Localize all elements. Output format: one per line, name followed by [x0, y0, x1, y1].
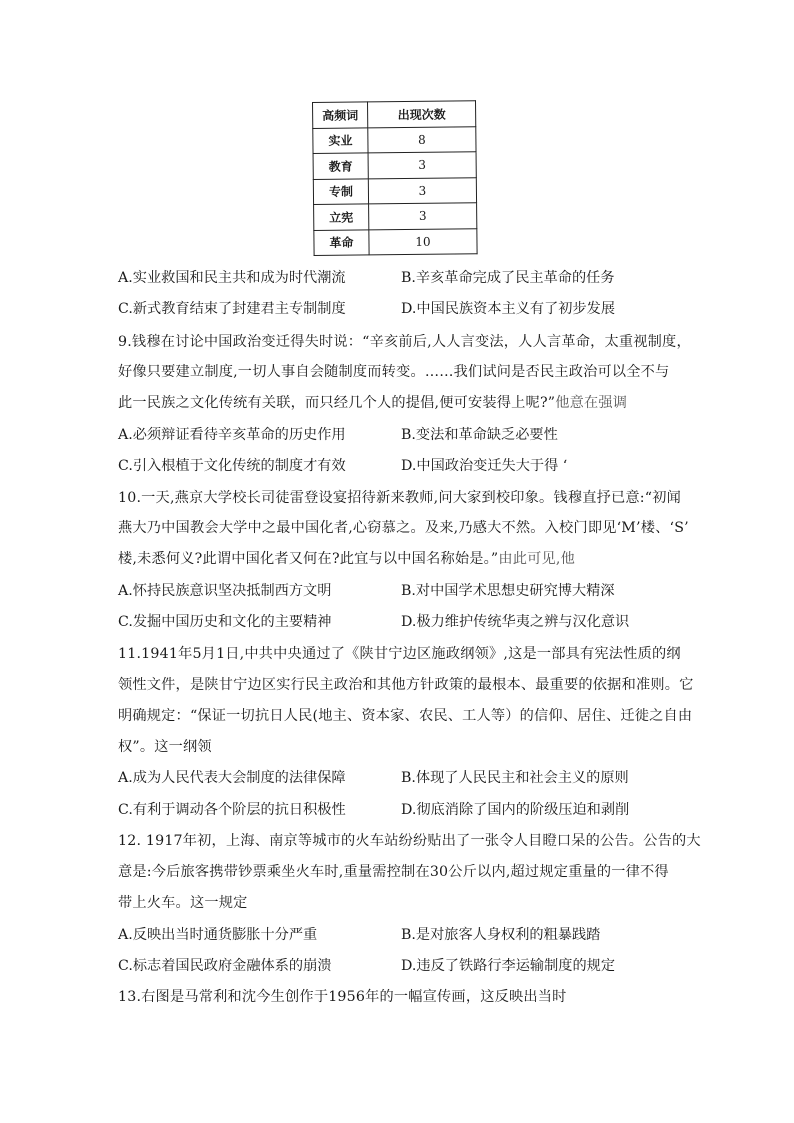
q12-stem-line2: 意是:今后旅客携带钞票乘坐火车时,重量需控制在30公斤以内,超过规定重量的一律不得 — [118, 864, 669, 880]
q10-option-b: B.对中国学术思想史研究博大精深 — [401, 583, 615, 599]
table-row — [313, 126, 476, 153]
table-cell-count: 3 — [369, 203, 477, 230]
q10-stem-line3-text: 楼,未悉何义?此谓中国化者又何在?此宜与以中国名称始是。” — [118, 551, 499, 567]
q10-stem-line2: 燕大乃中国教会大学中之最中国化者,心窃慕之。及来,乃感大不然。入校门即见‘M’楼、‘S’ — [118, 520, 689, 536]
table-row — [314, 203, 477, 230]
q9-stem-line3-text: 此一民族之文化传统有关联，而只经几个人的提倡,便可安装得上呢?” — [118, 395, 556, 411]
table-header-row — [313, 101, 476, 128]
table-cell-count: 8 — [368, 126, 476, 153]
q12-option-b: B.是对旅客人身权利的粗暴践踏 — [401, 927, 601, 943]
q11-stem-line1: 11.1941年5月1日,中共中央通过了《陕甘宁边区施政纲领》,这是一部具有宪法性质的纲 — [118, 646, 681, 662]
table-cell-count: 3 — [368, 152, 476, 179]
q9-option-d: D.中国政治变迁失大于得 ‘ — [401, 458, 568, 474]
table-row — [313, 152, 476, 179]
table-cell-word: 实业 — [313, 127, 368, 153]
q10-option-d: D.极力维护传统华夷之辨与汉化意识 — [401, 614, 630, 630]
table-cell-word: 教育 — [313, 153, 368, 179]
q12-option-d: D.违反了铁路行李运输制度的规定 — [401, 958, 616, 974]
q11-stem-line2: 领性文件，是陕甘宁边区实行民主政治和其他方针政策的最根本、最重要的依据和准则。它 — [118, 677, 694, 693]
frequency-table — [312, 100, 478, 256]
q9-stem-line2: 好像只要建立制度,一切人事自会随制度而转变。……我们试问是否民主政治可以全不与 — [118, 364, 670, 380]
q12-option-a: A.反映出当时通货膨胀十分严重 — [118, 927, 318, 943]
q12-stem-line3: 带上火车。这一规定 — [118, 895, 248, 911]
q10-stem-line1: 10.一天,燕京大学校长司徒雷登设宴招待新来教师,问大家到校印象。钱穆直抒已意:“初闻 — [118, 490, 681, 506]
q11-option-b: B.体现了人民民主和社会主义的原则 — [401, 770, 629, 786]
table-row — [313, 177, 476, 204]
q12-option-c: C.标志着国民政府金融体系的崩溃 — [118, 958, 332, 974]
q9-option-a: A.必须辩证看待辛亥革命的历史作用 — [118, 427, 346, 443]
q9-stem-line3 — [118, 394, 627, 412]
q10-stem-line3 — [118, 550, 575, 568]
table-cell-count: 10 — [369, 228, 477, 255]
q8-option-d: D.中国民族资本主义有了初步发展 — [401, 301, 616, 317]
table-cell-word: 革命 — [314, 229, 369, 255]
table-cell-word: 专制 — [313, 178, 368, 204]
table-row — [314, 228, 477, 255]
q13-stem-line1: 13.右图是马常利和沈今生创作于1956年的一幅宣传画，这反映出当时 — [118, 989, 567, 1005]
q8-option-a: A.实业救国和民主共和成为时代潮流 — [118, 270, 346, 286]
table-cell-word: 立宪 — [314, 204, 369, 230]
q12-stem-line1: 12. 1917年初，上海、南京等城市的火车站纷纷贴出了一张令人目瞪口呆的公告。公告的大 — [118, 833, 701, 849]
q11-option-a: A.成为人民代表大会制度的法律保障 — [118, 770, 346, 786]
q11-option-c: C.有利于调动各个阶层的抗日积极性 — [118, 802, 346, 818]
table-header-count: 出现次数 — [368, 101, 476, 128]
q8-option-c: C.新式教育结束了封建君主专制制度 — [118, 301, 346, 317]
q10-option-a: A.怀持民族意识坚决抵制西方文明 — [118, 583, 332, 599]
q11-stem-line4: 权”。这一纲领 — [118, 739, 212, 755]
q11-stem-line3: 明确规定：“保证一切抗日人民(地主、资本家、农民、工人等）的信仰、居住、迁徙之自由 — [118, 708, 693, 724]
q11-option-d: D.彻底消除了国内的阶级压迫和剥削 — [401, 802, 630, 818]
q10-option-c: C.发掘中国历史和文化的主要精神 — [118, 614, 332, 630]
q8-option-b: B.辛亥革命完成了民主革命的任务 — [401, 270, 615, 286]
q10-stem-prompt: 由此可见,他 — [498, 551, 576, 567]
q9-stem-line1: 9.钱穆在讨论中国政治变迁得失时说：“辛亥前后,人人言变法，人人言革命，太重视制度， — [118, 334, 691, 350]
q9-option-b: B.变法和革命缺乏必要性 — [401, 427, 558, 443]
q9-stem-prompt: 他意在强调 — [555, 395, 628, 411]
q9-option-c: C.引入根植于文化传统的制度才有效 — [118, 458, 346, 474]
table-cell-count: 3 — [368, 177, 476, 204]
table-header-word: 高频词 — [313, 102, 368, 128]
